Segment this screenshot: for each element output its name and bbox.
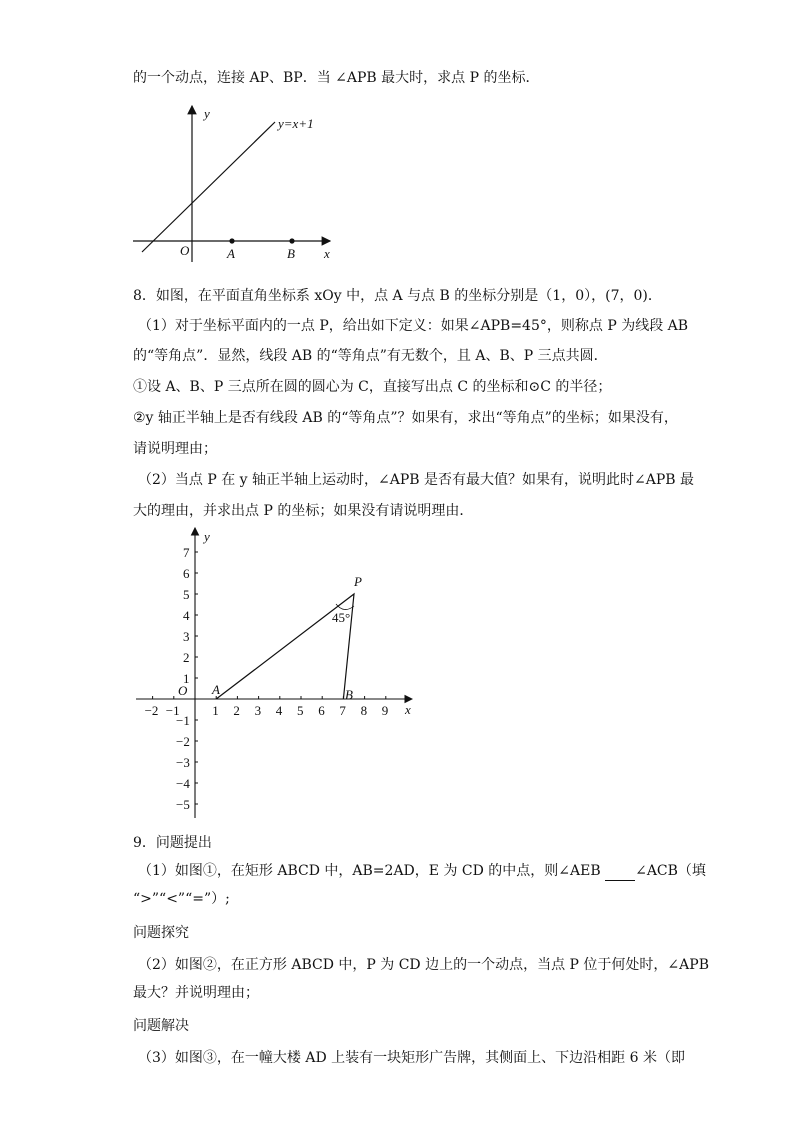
- x-tick-label: 8: [360, 703, 368, 718]
- y-tick-label: 2: [183, 650, 190, 665]
- y-tick-label: −2: [176, 734, 190, 749]
- q9-part2-line2: 最大？并说明理由；: [133, 985, 259, 1001]
- y-tick-label: −3: [176, 755, 190, 770]
- q9-heading-solve: 问题解决: [133, 1018, 189, 1034]
- q8-part2-line2: 大的理由，并求出点 P 的坐标；如果没有请说明理由．: [133, 503, 474, 519]
- q8-item2: ②y 轴正半轴上是否有线段 AB 的“等角点”？如果有，求出“等角点”的坐标；如果没有，: [133, 410, 678, 426]
- x-axis-label: x: [405, 702, 411, 717]
- q9-part1-text: （1）如图①，在矩形 ABCD 中，AB=2AD，E 为 CD 的中点，则∠AEB: [138, 863, 601, 879]
- x-tick-label: 5: [297, 703, 304, 718]
- point-a: [229, 238, 234, 243]
- angle-label: 45°: [332, 610, 351, 625]
- q8-part1-line1: （1）对于坐标平面内的一点 P，给出如下定义：如果∠APB=45°，则称点 P 为线段 AB: [138, 318, 689, 334]
- x-tick-label: 1: [212, 703, 219, 718]
- x-tick-label: 9: [381, 703, 389, 718]
- x-tick-label: 7: [339, 703, 346, 718]
- q9-heading-explore: 问题探究: [133, 925, 189, 941]
- problem-text-line: 的一个动点，连接 AP、BP．当 ∠APB 最大时，求点 P 的坐标．: [133, 70, 540, 86]
- q8-part2-line1: （2）当点 P 在 y 轴正半轴上运动时，∠APB 是否有最大值？如果有，说明此时∠APB 最: [138, 472, 695, 488]
- point-b: [289, 238, 294, 243]
- q9-part1-line1: [138, 861, 706, 881]
- q9-part1-tail: ∠ACB（填: [635, 863, 706, 879]
- x-tick-label: 2: [233, 703, 240, 718]
- y-tick-label: −4: [176, 776, 190, 791]
- figure-coordinate-triangle: [130, 522, 430, 822]
- y-tick-label: 1: [183, 671, 190, 686]
- point-a-label: A: [227, 246, 235, 261]
- origin-label: O: [178, 683, 188, 698]
- point-a-label: A: [212, 682, 220, 697]
- y-tick-label: 5: [183, 587, 190, 602]
- x-tick-label: 4: [275, 703, 283, 718]
- q9-title: 9．问题提出: [133, 835, 212, 851]
- q9-part1-line2: “>”“<”“=”）;: [133, 891, 230, 907]
- answer-blank[interactable]: [605, 866, 635, 881]
- y-tick-label: 4: [183, 608, 190, 623]
- q9-part2-line1: （2）如图②，在正方形 ABCD 中，P 为 CD 边上的一个动点，当点 P 位于何处时，∠APB: [138, 957, 709, 973]
- line-y-equals-x-plus-1: [142, 122, 275, 252]
- q9-part3-line1: （3）如图③，在一幢大楼 AD 上装有一块矩形广告牌，其侧面上、下边沿相距 6 米（即: [138, 1050, 685, 1066]
- angle-arc: [336, 604, 354, 610]
- q8-item1: ①设 A、B、P 三点所在圆的圆心为 C，直接写出点 C 的坐标和⊙C 的半径；: [133, 379, 612, 395]
- point-b-label: B: [345, 687, 353, 702]
- y-tick-label: −5: [176, 797, 190, 812]
- figure-line-graph: [130, 100, 340, 265]
- y-tick-label: −1: [176, 713, 190, 728]
- q8-title: 8．如图，在平面直角坐标系 xOy 中，点 A 与点 B 的坐标分别是（1，0），(7，0)．: [133, 288, 662, 304]
- x-tick-label: 6: [318, 703, 325, 718]
- line-label: y=x+1: [278, 116, 314, 131]
- y-axis-label: y: [204, 529, 210, 544]
- point-b-label: B: [287, 246, 295, 261]
- origin-label: O: [180, 243, 190, 258]
- point-p-label: P: [354, 574, 362, 589]
- q8-part1-line2: 的“等角点”．显然，线段 AB 的“等角点”有无数个，且 A、B、P 三点共圆．: [133, 348, 608, 364]
- y-tick-label: 3: [183, 629, 190, 644]
- x-axis-label: x: [324, 246, 330, 261]
- x-tick-label: −1: [165, 703, 180, 718]
- x-tick-label: 3: [254, 703, 262, 718]
- y-tick-label: 6: [183, 566, 190, 581]
- y-tick-label: 7: [183, 545, 190, 560]
- q8-item2-cont: 请说明理由；: [133, 441, 217, 457]
- x-tick-label: −2: [144, 703, 159, 718]
- y-axis-label: y: [204, 106, 210, 121]
